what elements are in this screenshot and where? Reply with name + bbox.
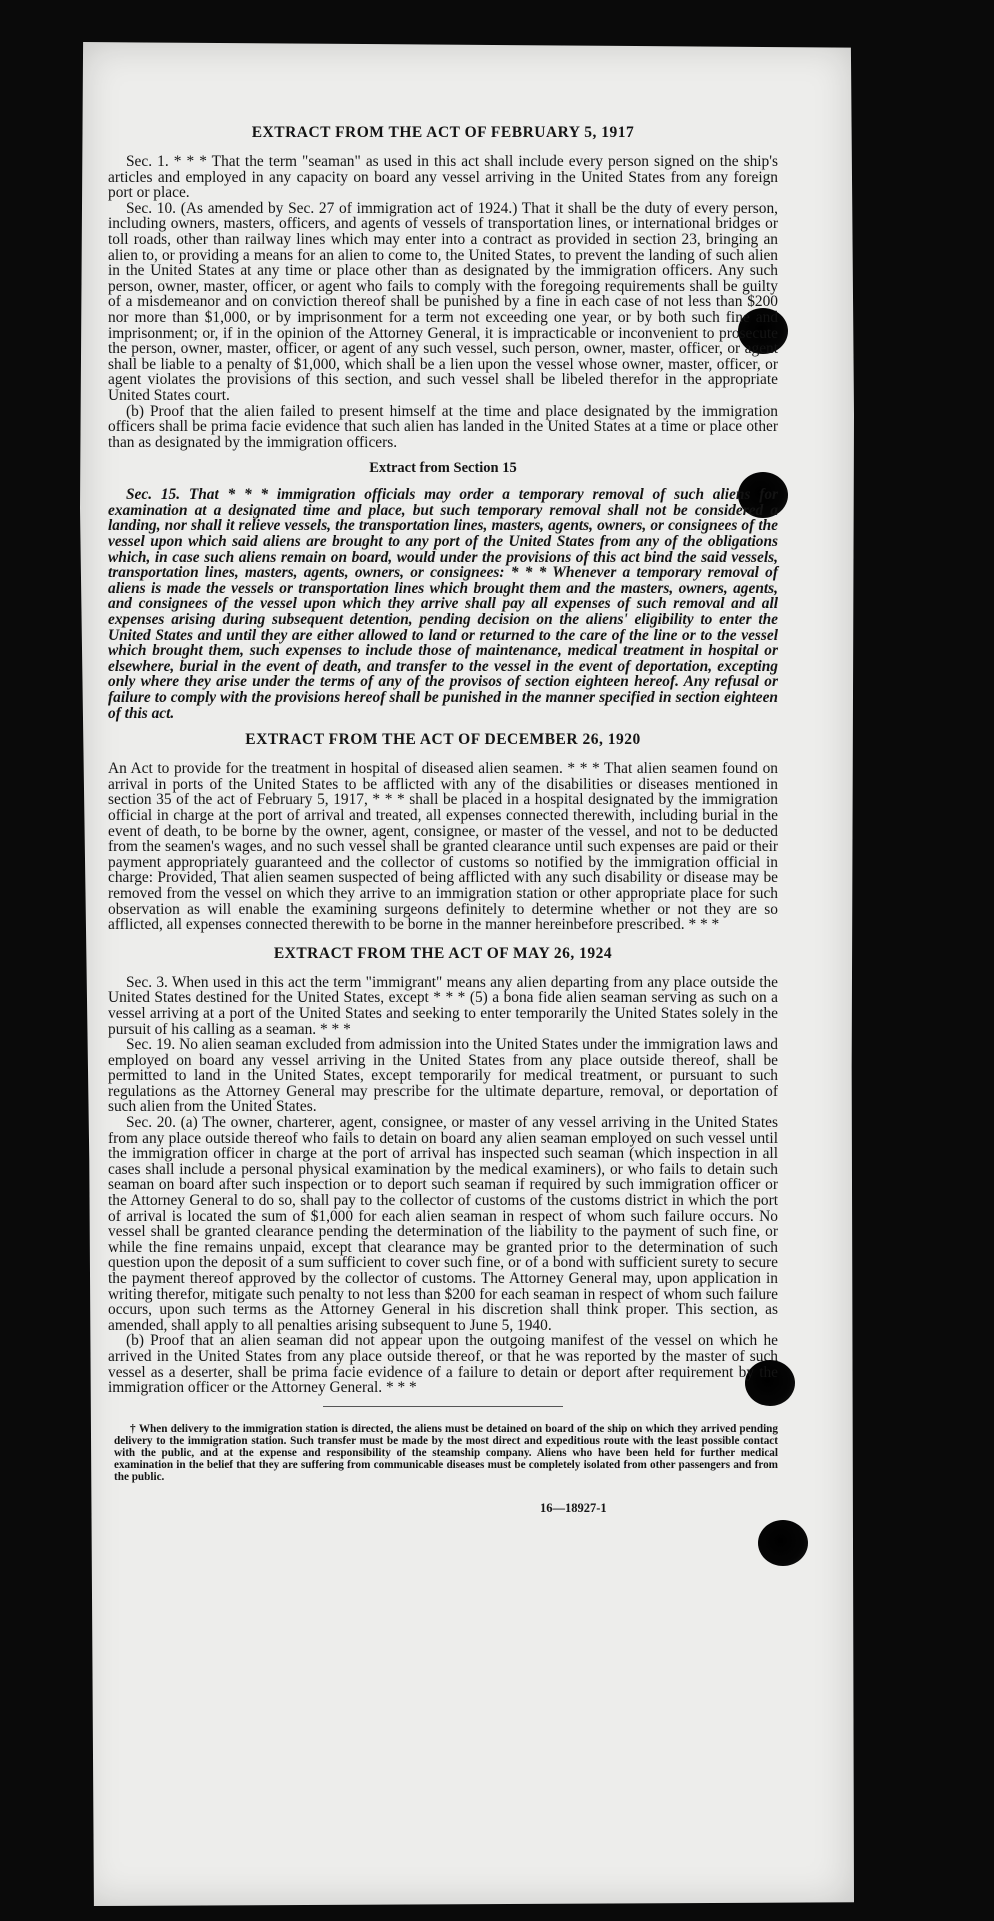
paragraph-sec-1: Sec. 1. * * * That the term "seaman" as used in this act shall include every person signed on the ship's articles and employed in any capacity on board any vessel arriving in the United States from any foreign port or place. xyxy=(108,153,778,202)
document-text xyxy=(108,104,778,1794)
heading-act-may-1924: EXTRACT FROM THE ACT OF MAY 26, 1924 xyxy=(273,944,613,962)
paragraph-sec-3: Sec. 3. When used in this act the term "immigrant" means any alien departing from any place outside the United States destined for the United States, except * * * (5) a bona fide alien seaman serving as such on a vessel arriving at a port of the United States and seeking to enter temporarily the United States solely in the pursuit of his calling as a seaman. * * * xyxy=(108,973,778,1038)
paragraph-sec-15: Sec. 15. That * * * immigration officials may order a temporary removal of such aliens for examination at a designated time and place, but such temporary removal shall not be considered a landing, nor shall it relieve vessels, the transportation lines, masters, agents, owners, or consignees of the vessel upon which said aliens are brought to any port of the United States from any of the obligations which, in case such aliens remain on board, would under the provisions of this act bind the said vessels, transportation lines, masters, agents, owners, or consignees: * * * Whenever a temporary removal of aliens is made the vessels or transportation lines which brought them and the masters, owners, agents, and consignees of the vessel upon which they arrive shall pay all expenses of such removal and all expenses arising during subsequent detention, pending decision on the aliens' eligibility to enter the United States and until they are either allowed to land or returned to the care of the line or to the vessel which brought them, such expenses to include those of maintenance, medical treatment in hospital or elsewhere, burial in the event of death, and transfer to the vessel in the event of deportation, excepting only where they arise under the terms of any of the provisos of section eighteen hereof. Any refusal or failure to comply with the provisions hereof shall be punished in the manner specified in section eighteen of this act. xyxy=(108,486,778,722)
heading-act-february-1917: EXTRACT FROM THE ACT OF FEBRUARY 5, 1917 xyxy=(251,124,635,141)
heading-act-december-1920: EXTRACT FROM THE ACT OF DECEMBER 26, 1920 xyxy=(245,731,641,749)
subheading-section-15: Extract from Section 15 xyxy=(369,460,517,477)
footnote-divider xyxy=(323,1406,563,1407)
paragraph-sec-10: Sec. 10. (As amended by Sec. 27 of immigration act of 1924.) That it shall be the duty of every person, including owners, masters, officers, and agents of vessels of transportation lines, or international bridges or toll roads, other than railway lines which may enter into a contract as provided in section 23, bringing an alien to, or providing a means for an alien to come to, the United States, to prevent the landing of such alien in the United States at any time or place other than as designated by the immigration officers. Any such person, owner, master, officer, or agent who fails to comply with the foregoing requirements shall be guilty of a misdemeanor and on conviction thereof shall be punished by a fine in each case of not less than $200 nor more than $1,000, or by imprisonment for a term not exceeding one year, or by both such fine and imprisonment; or, if in the opinion of the Attorney General, it is impracticable or inconvenient to prosecute the person, owner, master, officer, or agent of any such vessel, such person, owner, master, officer, or agent shall be liable to a penalty of $1,000, which shall be a lien upon the vessel whose owner, master, officer, or agent violates the provisions of this section, and such vessel shall be libeled therefor in the appropriate United States court. xyxy=(108,199,778,404)
paragraph-act-1920: An Act to provide for the treatment in hospital of diseased alien seamen. * * * That alien seamen found on arrival in ports of the United States to be afflicted with any of the disabilities or diseases mentioned in section 35 of the act of February 5, 1917, * * * shall be placed in a hospital designated by the immigration official in charge at the port of arrival and treated, all expenses connected therewith, including burial in the event of death, to be borne by the owner, agent, consignee, or master of the vessel, and not to be deducted from the seamen's wages, and no such vessel shall be granted clearance until such expenses are paid or their payment appropriately guaranteed and the collector of customs so notified by the immigration official in charge: Provided, That alien seamen suspected of being afflicted with any such disability or disease may be removed from the vessel on which they arrive to an immigration station or other appropriate place for such observation as will enable the examining surgeons definitely to determine whether or not they are so afflicted, all expenses connected therewith to be borne in the manner hereinbefore prescribed. * * * xyxy=(108,760,778,934)
form-number: 16—18927-1 xyxy=(540,1500,607,1515)
paragraph-sec-10-b: (b) Proof that the alien failed to present himself at the time and place designated by the immigration officers shall be prima facie evidence that such alien has landed in the United States at a time or place other than as designated by the immigration officers. xyxy=(108,402,778,451)
paragraph-sec-19: Sec. 19. No alien seaman excluded from admission into the United States under the immigration laws and employed on board any vessel arriving in the United States from any place outside thereof, shall be permitted to land in the United States, except temporarily for medical treatment, or pursuant to such regulations as the Attorney General may prescribe for the ultimate departure, removal, or deportation of such alien from the United States. xyxy=(108,1036,778,1116)
paragraph-sec-20-a: Sec. 20. (a) The owner, charterer, agent, consignee, or master of any vessel arriving in the United States from any place outside thereof who fails to detain on board any alien seaman employed on such vessel until the immigration officer in charge at the port of arrival has inspected such seaman (which inspection in all cases shall include a personal physical examination by the medical examiners), or who fails to detain such seaman on board after such inspection or to deport such seaman if required by such immigration officer or the Attorney General to do so, shall pay to the collector of customs of the customs district in which the port of arrival is located the sum of $1,000 for each alien seaman in respect of whom such failure occurs. No vessel shall be granted clearance pending the determination of the liability to the payment of such fine, or while the fine remains unpaid, except that clearance may be granted prior to the determination of such question upon the deposit of a sum sufficient to cover such fine, or of a bond with sufficient surety to secure the payment thereof approved by the collector of customs. The Attorney General may, upon application in writing therefor, mitigate such penalty to not less than $200 for each seaman in respect of whom such failure occurs, upon such terms as the Attorney General in his discretion shall think proper. This section, as amended, shall apply to all penalties arising subsequent to June 5, 1940. xyxy=(108,1114,778,1334)
paragraph-sec-20-b: (b) Proof that an alien seaman did not appear upon the outgoing manifest of the vessel on which he arrived in the United States from any place outside thereof, or that he was reported by the master of such vessel as a deserter, shall be prima facie evidence of a failure to detain or deport after requirement by the immigration officer or the Attorney General. * * * xyxy=(108,1332,778,1397)
footnote: † When delivery to the immigration station is directed, the aliens must be detained on board of the ship on which they arrived pending delivery to the immigration station. Such transfer must be made by the most direct and expeditious route with the least possible contact with the public, and at the expense and responsibility of the steamship company. Aliens who have been held for further medical examination in the belief that they are suffering from communicable diseases must be completely isolated from other passengers and from the public. xyxy=(114,1422,778,1483)
